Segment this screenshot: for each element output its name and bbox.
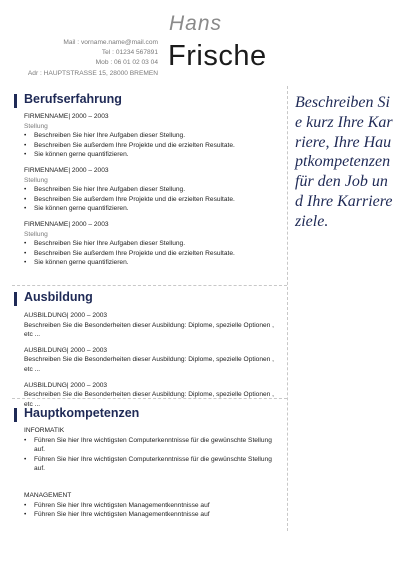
job-role: Stellung [24, 122, 48, 130]
experience-list [24, 112, 279, 268]
skill-group-heading: INFORMATIK [24, 427, 65, 434]
skill-bullet: • Führen Sie hier Ihre wichtigsten Managementkenntnisse auf [24, 501, 279, 511]
job-bullet: • Sie können gerne quantifizieren. [24, 204, 279, 214]
contact-mobile: Mob : 06 01 02 03 04 [95, 59, 158, 67]
job-entry [24, 112, 279, 160]
job-bullet: • Beschreiben Sie außerdem Ihre Projekte und die erzielten Resultate. [24, 249, 279, 259]
education-heading: AUSBILDUNG| 2000 – 2003 [24, 312, 108, 319]
education-entry [24, 311, 279, 340]
contact-block [18, 38, 158, 79]
skill-group [24, 426, 279, 474]
job-heading: FIRMENNAME| 2000 – 2003 [24, 113, 109, 120]
job-entry [24, 166, 279, 214]
job-bullet: • Beschreiben Sie außerdem Ihre Projekte und die erzielten Resultate. [24, 141, 279, 151]
first-name: Hans [169, 12, 223, 35]
education-heading: AUSBILDUNG| 2000 – 2003 [24, 381, 108, 389]
skill-group-heading: MANAGEMENT [24, 491, 72, 499]
last-name: Frische [168, 40, 267, 72]
section-title-experience: Berufserfahrung [24, 92, 122, 106]
section-accent-bar [14, 408, 17, 422]
job-bullet: • Beschreiben Sie außerdem Ihre Projekte und die erzielten Resultate. [24, 195, 279, 205]
section-accent-bar [14, 292, 17, 306]
contact-tel: Tel : 01234 567891 [101, 49, 158, 57]
job-heading: FIRMENNAME| 2000 – 2003 [24, 166, 109, 174]
column-divider [287, 86, 288, 531]
job-role: Stellung [24, 176, 48, 184]
career-summary: Beschreiben Sie kurz Ihre Karriere, Ihre Hauptkompetenzen für den Job und Ihre Karriereziele. [295, 94, 393, 230]
skill-bullet: • Führen Sie hier Ihre wichtigsten Computerkenntnisse für die gewünschte Stellung auf. [24, 455, 279, 474]
job-entry [24, 220, 279, 268]
education-heading: AUSBILDUNG| 2000 – 2003 [24, 346, 108, 354]
education-description: Beschreiben Sie die Besonderheiten dieser Ausbildung: Diplome, spezielle Optionen , etc ... [24, 356, 274, 373]
job-bullet: • Sie können gerne quantifizieren. [24, 150, 279, 160]
job-bullet: • Beschreiben Sie hier Ihre Aufgaben dieser Stellung. [24, 239, 279, 249]
contact-address: Adr : HAUPTSTRASSE 15, 28000 BREMEN [27, 69, 158, 77]
job-bullet: • Beschreiben Sie hier Ihre Aufgaben dieser Stellung. [24, 131, 279, 141]
education-entry [24, 346, 279, 375]
job-bullet: • Beschreiben Sie hier Ihre Aufgaben dieser Stellung. [24, 185, 279, 195]
education-description: Beschreiben Sie die Besonderheiten dieser Ausbildung: Diplome, spezielle Optionen , etc ... [24, 321, 274, 339]
job-role: Stellung [24, 230, 48, 238]
skills-list [24, 426, 279, 520]
skill-bullet: • Führen Sie hier Ihre wichtigsten Computerkenntnisse für die gewünschte Stellung auf. [24, 436, 279, 455]
section-title-education: Ausbildung [24, 290, 93, 304]
skill-bullet: • Führen Sie hier Ihre wichtigsten Managementkenntnisse auf [24, 510, 279, 520]
section-title-skills: Hauptkompetenzen [24, 406, 140, 420]
job-heading: FIRMENNAME| 2000 – 2003 [24, 220, 109, 228]
skill-group [24, 491, 279, 520]
section-accent-bar [14, 94, 17, 108]
job-bullet: • Sie können gerne quantifizieren. [24, 258, 279, 268]
contact-mail: Mail : vorname.name@mail.com [63, 39, 158, 46]
section-divider [12, 285, 287, 286]
education-description: Beschreiben Sie die Besonderheiten dieser Ausbildung: Diplome, spezielle Optionen , etc ... [24, 391, 274, 408]
education-list [24, 311, 279, 409]
